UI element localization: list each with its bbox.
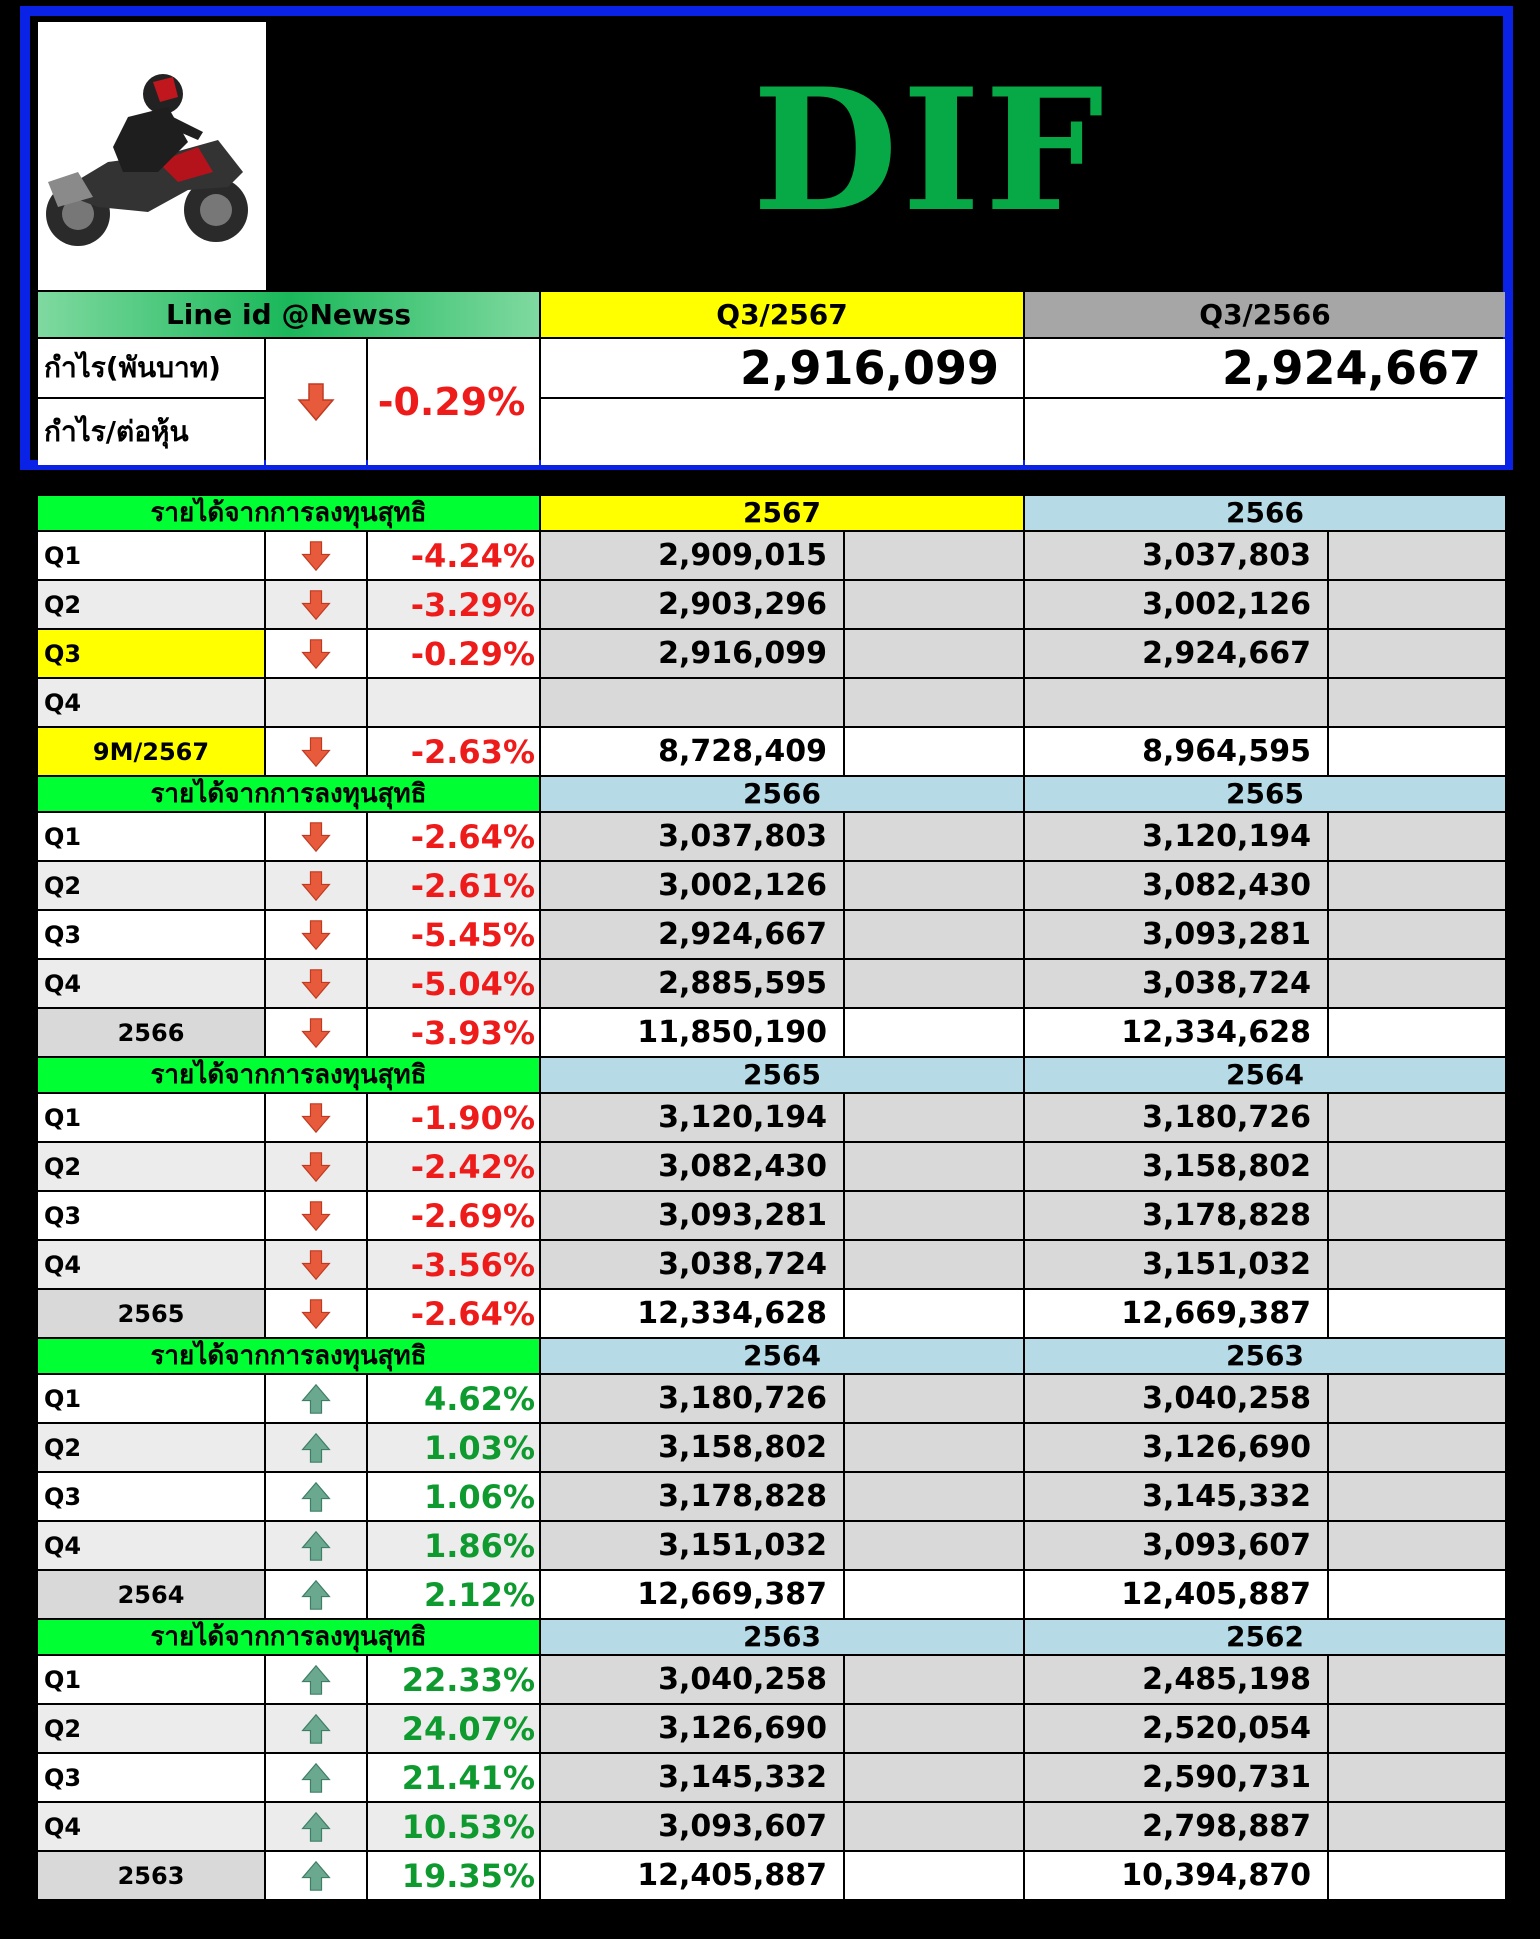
quarter-label: Q3 [38,630,264,677]
value-col1: 3,038,724 [541,1241,843,1288]
change-percent: 1.06% [368,1473,539,1520]
value-col1-spacer [845,1241,1023,1288]
up-arrow-icon [301,1481,331,1513]
value-col1-spacer [845,1656,1023,1703]
change-percent: -5.04% [368,960,539,1007]
value-col2: 12,334,628 [1025,1009,1327,1056]
down-arrow-icon [301,821,331,853]
value-col2-spacer [1329,960,1505,1007]
down-arrow-icon [301,540,331,572]
value-col1: 3,040,258 [541,1656,843,1703]
value-col1-spacer [845,1192,1023,1239]
value-col2-spacer [1329,1424,1505,1471]
down-arrow-icon [301,968,331,1000]
down-arrow-icon [301,638,331,670]
value-col1-spacer [845,581,1023,628]
value-col1-spacer [845,1754,1023,1801]
trend-arrow [266,1241,366,1288]
section-label: รายได้จากการลงทุนสุทธิ [38,1620,539,1654]
value-col2: 12,669,387 [1025,1290,1327,1337]
value-col2: 8,964,595 [1025,728,1327,775]
section-label: รายได้จากการลงทุนสุทธิ [38,777,539,811]
quarter-label: Q2 [38,581,264,628]
trend-arrow [266,1290,366,1337]
value-col2: 3,158,802 [1025,1143,1327,1190]
value-col1 [541,679,843,726]
value-col2: 3,126,690 [1025,1424,1327,1471]
value-col1-spacer [845,1571,1023,1618]
change-percent: -1.90% [368,1094,539,1141]
trend-arrow [266,1143,366,1190]
value-col2: 3,180,726 [1025,1094,1327,1141]
value-col2: 2,798,887 [1025,1803,1327,1850]
change-percent: 24.07% [368,1705,539,1752]
section-col2-header: 2562 [1025,1620,1505,1654]
value-col2-spacer [1329,1754,1505,1801]
up-arrow-icon [301,1383,331,1415]
change-percent: 22.33% [368,1656,539,1703]
value-col2-spacer [1329,1803,1505,1850]
value-col2-spacer [1329,581,1505,628]
value-col1-spacer [845,1803,1023,1850]
value-col2-spacer [1329,1192,1505,1239]
value-col2: 2,924,667 [1025,630,1327,677]
change-percent: -3.29% [368,581,539,628]
eps-previous [1025,399,1505,465]
trend-arrow [266,630,366,677]
value-col2-spacer [1329,630,1505,677]
total-label: 9M/2567 [38,728,264,775]
value-col1: 12,334,628 [541,1290,843,1337]
value-col2-spacer [1329,1656,1505,1703]
quarter-label: Q1 [38,1375,264,1422]
value-col2: 12,405,887 [1025,1571,1327,1618]
change-percent: 1.03% [368,1424,539,1471]
value-col2: 3,040,258 [1025,1375,1327,1422]
down-arrow-icon [301,1200,331,1232]
change-percent: -4.24% [368,532,539,579]
value-col1: 3,151,032 [541,1522,843,1569]
up-arrow-icon [301,1579,331,1611]
down-arrow-icon [301,1102,331,1134]
up-arrow-icon [301,1713,331,1745]
value-col2-spacer [1329,532,1505,579]
value-col2-spacer [1329,1009,1505,1056]
trend-arrow [266,1424,366,1471]
section-col2-header: 2563 [1025,1339,1505,1373]
value-col2-spacer [1329,1522,1505,1569]
value-col1-spacer [845,1522,1023,1569]
change-percent: -0.29% [368,630,539,677]
trend-arrow [266,960,366,1007]
line-id-label: Line id @Newss [38,292,539,337]
quarter-label: Q1 [38,1094,264,1141]
value-col2-spacer [1329,1290,1505,1337]
trend-arrow [266,1473,366,1520]
trend-arrow [266,1192,366,1239]
value-col2: 10,394,870 [1025,1852,1327,1899]
value-col1-spacer [845,1705,1023,1752]
value-col2-spacer [1329,1473,1505,1520]
section-label: รายได้จากการลงทุนสุทธิ [38,1058,539,1092]
quarter-label: Q1 [38,532,264,579]
section-label: รายได้จากการลงทุนสุทธิ [38,1339,539,1373]
total-label: 2564 [38,1571,264,1618]
value-col1-spacer [845,1143,1023,1190]
down-arrow-icon [301,589,331,621]
up-arrow-icon [301,1432,331,1464]
quarter-label: Q1 [38,813,264,860]
quarter-label: Q4 [38,1803,264,1850]
section-col1-header: 2563 [541,1620,1023,1654]
value-col2: 3,002,126 [1025,581,1327,628]
value-col2: 3,178,828 [1025,1192,1327,1239]
value-col1-spacer [845,1852,1023,1899]
value-col1: 3,002,126 [541,862,843,909]
trend-arrow [266,862,366,909]
trend-arrow [266,728,366,775]
trend-arrow [266,581,366,628]
value-col1-spacer [845,1473,1023,1520]
value-col1-spacer [845,911,1023,958]
quarter-label: Q4 [38,1522,264,1569]
value-col1-spacer [845,679,1023,726]
value-col1: 12,405,887 [541,1852,843,1899]
value-col2: 2,520,054 [1025,1705,1327,1752]
value-col2: 3,082,430 [1025,862,1327,909]
motorcycle-logo [38,22,266,290]
section-col1-header: 2565 [541,1058,1023,1092]
value-col1-spacer [845,813,1023,860]
value-col1: 2,885,595 [541,960,843,1007]
quarter-label: Q4 [38,679,264,726]
value-col2: 3,120,194 [1025,813,1327,860]
eps-current [541,399,1023,465]
value-col1: 8,728,409 [541,728,843,775]
trend-arrow [266,813,366,860]
quarter-label: Q1 [38,1656,264,1703]
value-col1: 3,178,828 [541,1473,843,1520]
value-col1-spacer [845,630,1023,677]
page-title: DIF [752,51,1108,249]
change-percent: -2.42% [368,1143,539,1190]
total-label: 2563 [38,1852,264,1899]
change-percent: -5.45% [368,911,539,958]
section-col2-header: 2565 [1025,777,1505,811]
quarter-label: Q2 [38,862,264,909]
change-percent: -2.61% [368,862,539,909]
down-arrow-icon [301,1017,331,1049]
total-label: 2566 [38,1009,264,1056]
value-col2-spacer [1329,1241,1505,1288]
trend-arrow [266,1852,366,1899]
value-col1: 3,093,607 [541,1803,843,1850]
trend-arrow [266,1656,366,1703]
value-col1-spacer [845,960,1023,1007]
quarter-label: Q4 [38,1241,264,1288]
value-col1-spacer [845,1424,1023,1471]
section-col1-header: 2566 [541,777,1023,811]
quarter-label: Q2 [38,1143,264,1190]
up-arrow-icon [301,1530,331,1562]
quarter-label: Q3 [38,911,264,958]
value-col2: 3,093,607 [1025,1522,1327,1569]
value-col2 [1025,679,1327,726]
value-col1: 3,180,726 [541,1375,843,1422]
section-col1-header: 2564 [541,1339,1023,1373]
section-col1-header: 2567 [541,496,1023,530]
up-arrow-icon [301,1762,331,1794]
profit-current: 2,916,099 [541,339,1023,397]
up-arrow-icon [301,1664,331,1696]
profit-previous: 2,924,667 [1025,339,1505,397]
value-col1: 3,093,281 [541,1192,843,1239]
quarter-label: Q3 [38,1754,264,1801]
trend-arrow [266,1754,366,1801]
trend-arrow [266,1803,366,1850]
change-percent: 2.12% [368,1571,539,1618]
down-arrow-icon [301,1151,331,1183]
value-col2-spacer [1329,862,1505,909]
section-col2-header: 2564 [1025,1058,1505,1092]
total-label: 2565 [38,1290,264,1337]
value-col2-spacer [1329,1571,1505,1618]
value-col2-spacer [1329,1705,1505,1752]
change-percent [368,679,539,726]
section-label: รายได้จากการลงทุนสุทธิ [38,496,539,530]
previous-quarter-header: Q3/2566 [1025,292,1505,337]
value-col2-spacer [1329,1143,1505,1190]
value-col1: 3,126,690 [541,1705,843,1752]
down-arrow-icon [301,736,331,768]
value-col2-spacer [1329,679,1505,726]
trend-arrow [266,911,366,958]
down-arrow-icon [301,919,331,951]
summary-change: -0.29% [368,339,539,465]
quarter-label: Q3 [38,1192,264,1239]
value-col1: 3,037,803 [541,813,843,860]
value-col1: 2,924,667 [541,911,843,958]
profit-label: กำไร(พันบาท) [38,339,264,397]
value-col2-spacer [1329,728,1505,775]
value-col2: 3,145,332 [1025,1473,1327,1520]
trend-arrow [266,1009,366,1056]
change-percent: -3.56% [368,1241,539,1288]
trend-arrow [266,532,366,579]
change-percent: -2.69% [368,1192,539,1239]
value-col2: 2,590,731 [1025,1754,1327,1801]
trend-arrow [266,1705,366,1752]
value-col1: 3,120,194 [541,1094,843,1141]
change-percent: -2.64% [368,813,539,860]
change-percent: 4.62% [368,1375,539,1422]
value-col1: 2,909,015 [541,532,843,579]
value-col1: 2,916,099 [541,630,843,677]
value-col2-spacer [1329,1852,1505,1899]
trend-arrow [266,1522,366,1569]
change-percent: -2.63% [368,728,539,775]
down-arrow-icon [297,382,335,422]
change-percent: 1.86% [368,1522,539,1569]
value-col1-spacer [845,1094,1023,1141]
value-col1: 3,082,430 [541,1143,843,1190]
value-col2: 3,151,032 [1025,1241,1327,1288]
up-arrow-icon [301,1811,331,1843]
trend-arrow [266,679,366,726]
quarter-label: Q2 [38,1424,264,1471]
value-col1-spacer [845,862,1023,909]
current-quarter-header: Q3/2567 [541,292,1023,337]
quarter-label: Q2 [38,1705,264,1752]
value-col1-spacer [845,1009,1023,1056]
quarter-label: Q3 [38,1473,264,1520]
value-col1: 12,669,387 [541,1571,843,1618]
value-col1: 2,903,296 [541,581,843,628]
change-percent: -2.64% [368,1290,539,1337]
value-col1-spacer [845,532,1023,579]
section-col2-header: 2566 [1025,496,1505,530]
change-percent: -3.93% [368,1009,539,1056]
summary-arrow [266,339,366,465]
value-col2-spacer [1329,1094,1505,1141]
value-col1-spacer [845,1375,1023,1422]
trend-arrow [266,1571,366,1618]
value-col1-spacer [845,728,1023,775]
value-col1: 3,158,802 [541,1424,843,1471]
change-percent: 10.53% [368,1803,539,1850]
value-col2: 3,093,281 [1025,911,1327,958]
value-col1: 11,850,190 [541,1009,843,1056]
down-arrow-icon [301,870,331,902]
value-col2: 3,038,724 [1025,960,1327,1007]
down-arrow-icon [301,1298,331,1330]
down-arrow-icon [301,1249,331,1281]
value-col2: 3,037,803 [1025,532,1327,579]
value-col1: 3,145,332 [541,1754,843,1801]
value-col1-spacer [845,1290,1023,1337]
trend-arrow [266,1375,366,1422]
value-col2-spacer [1329,813,1505,860]
value-col2-spacer [1329,911,1505,958]
value-col2-spacer [1329,1375,1505,1422]
motorcycle-rider-icon [38,22,266,290]
trend-arrow [266,1094,366,1141]
eps-label: กำไร/ต่อหุ้น [38,399,264,465]
value-col2: 2,485,198 [1025,1656,1327,1703]
change-percent: 19.35% [368,1852,539,1899]
quarter-label: Q4 [38,960,264,1007]
change-percent: 21.41% [368,1754,539,1801]
up-arrow-icon [301,1860,331,1892]
